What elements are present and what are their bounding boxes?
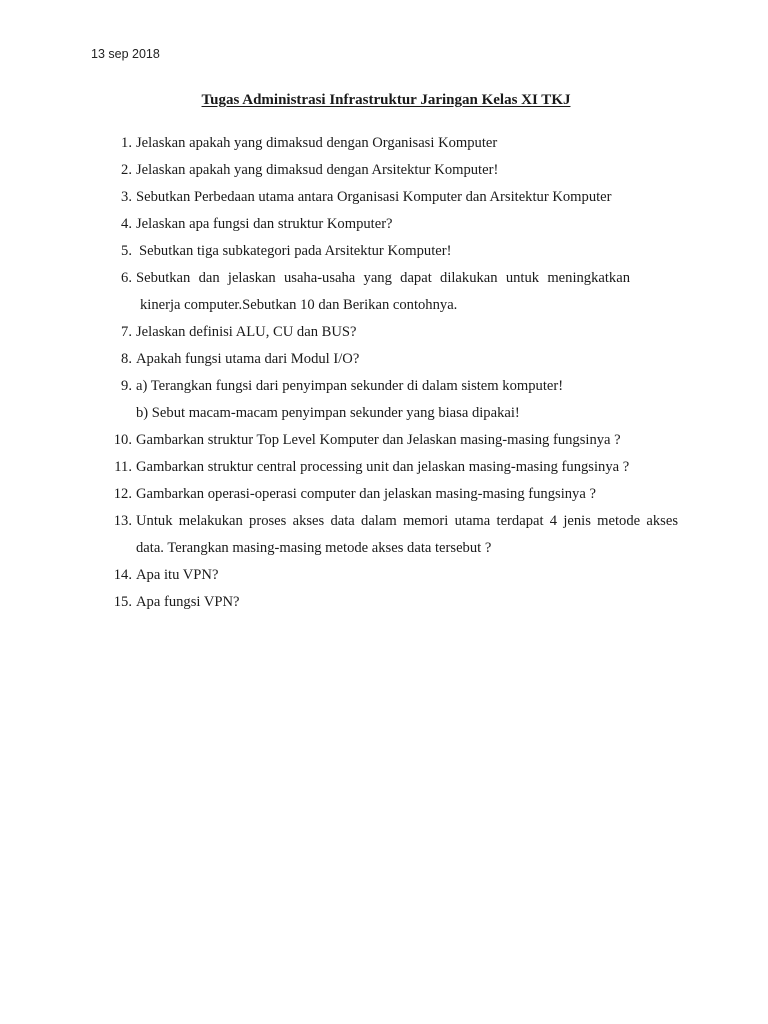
question-text: Untuk melakukan proses akses data dalam memori utama terdapat 4 jenis metode akses: [136, 513, 678, 529]
question-number: 1.: [121, 135, 132, 151]
question-item: [0, 265, 768, 319]
question-number: 14.: [113, 567, 132, 583]
question-text: a) Terangkan fungsi dari penyimpan sekunder di dalam sistem komputer!: [136, 378, 564, 394]
question-number: 12.: [113, 486, 132, 502]
document-title: [0, 92, 768, 109]
question-item: [0, 508, 768, 562]
question-item: [0, 130, 768, 157]
question-text: Jelaskan definisi ALU, CU dan BUS?: [136, 324, 357, 340]
question-text: Apakah fungsi utama dari Modul I/O?: [136, 351, 360, 367]
question-list: [0, 130, 768, 616]
question-item: [0, 211, 768, 238]
question-text: Gambarkan operasi-operasi computer dan jelaskan masing-masing fungsinya ?: [136, 486, 596, 502]
question-item: [0, 373, 768, 427]
question-number: 10.: [113, 432, 132, 448]
question-number: 13.: [113, 513, 132, 529]
question-number: 9.: [121, 378, 132, 394]
question-number: 5.: [121, 243, 132, 259]
question-item: [0, 562, 768, 589]
question-item: [0, 346, 768, 373]
question-text: Apa itu VPN?: [136, 567, 219, 583]
question-item: [0, 319, 768, 346]
question-number: 8.: [121, 351, 132, 367]
question-number: 7.: [121, 324, 132, 340]
question-item: [0, 454, 768, 481]
question-text: Sebutkan dan jelaskan usaha-usaha yang dapat dilakukan untuk meningkatkan: [136, 270, 630, 286]
question-text: Jelaskan apakah yang dimaksud dengan Organisasi Komputer: [136, 135, 498, 151]
question-text: Gambarkan struktur central processing unit dan jelaskan masing-masing fungsinya ?: [136, 459, 630, 475]
question-text: Apa fungsi VPN?: [136, 594, 240, 610]
question-item: [0, 481, 768, 508]
document-date: 13 sep 2018: [91, 47, 160, 61]
question-text: Gambarkan struktur Top Level Komputer dan Jelaskan masing-masing fungsinya ?: [136, 432, 621, 448]
question-text: Jelaskan apakah yang dimaksud dengan Arsitektur Komputer!: [136, 162, 499, 178]
question-text-continued: data. Terangkan masing-masing metode akses data tersebut ?: [136, 540, 492, 556]
question-number: 15.: [113, 594, 132, 610]
question-text: Sebutkan tiga subkategori pada Arsitektur Komputer!: [139, 243, 452, 259]
question-text-continued: b) Sebut macam-macam penyimpan sekunder yang biasa dipakai!: [136, 405, 520, 421]
document-title-text: Tugas Administrasi Infrastruktur Jaringan Kelas XI TKJ: [201, 92, 571, 108]
question-item: [0, 238, 768, 265]
question-text: Jelaskan apa fungsi dan struktur Komputer?: [136, 216, 393, 232]
question-number: 2.: [121, 162, 132, 178]
question-item: [0, 427, 768, 454]
question-number: 11.: [114, 459, 132, 475]
question-number: 3.: [121, 189, 132, 205]
question-text-continued: kinerja computer.Sebutkan 10 dan Berikan contohnya.: [140, 297, 458, 313]
question-item: [0, 589, 768, 616]
question-item: [0, 184, 768, 211]
question-number: 4.: [121, 216, 132, 232]
question-item: [0, 157, 768, 184]
question-number: 6.: [121, 270, 132, 286]
question-text: Sebutkan Perbedaan utama antara Organisasi Komputer dan Arsitektur Komputer: [136, 189, 612, 205]
